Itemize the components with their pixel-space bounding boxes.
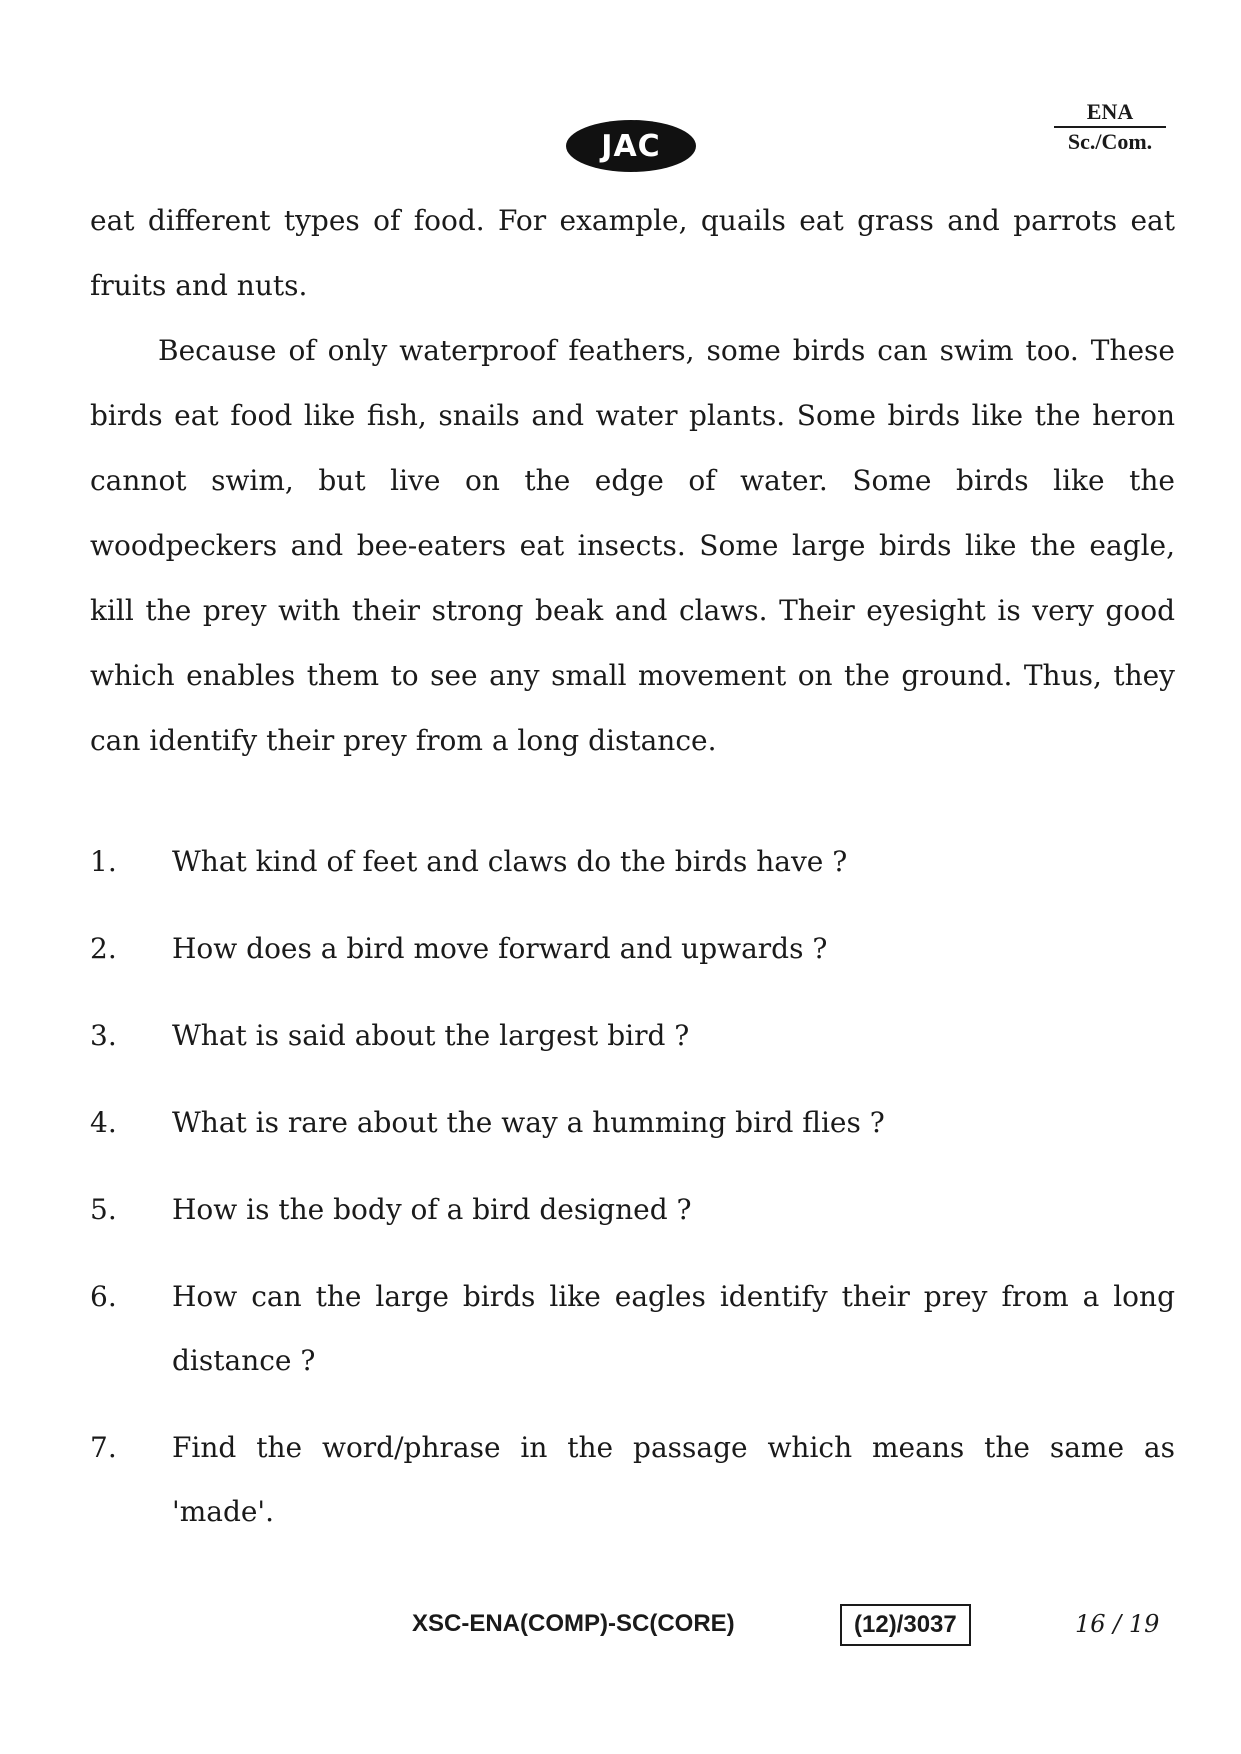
- question-item: [90, 917, 1175, 981]
- reading-passage: [90, 188, 1175, 773]
- jac-logo-text: JAC: [601, 128, 661, 164]
- question-text: What is said about the largest bird ?: [172, 1019, 690, 1052]
- question-number: 2.: [90, 932, 117, 965]
- question-text: Find the word/phrase in the passage which means the same as 'made'.: [172, 1431, 1175, 1528]
- paper-code: XSC-ENA(COMP)-SC(CORE): [412, 1610, 735, 1637]
- question-number: 1.: [90, 845, 117, 878]
- question-text: What is rare about the way a humming bird flies ?: [172, 1106, 885, 1139]
- passage-paragraph: Because of only waterproof feathers, some birds can swim too. These birds eat food like fish, snails and water plants. Some birds like the heron cannot swim, but live on the edge of water. Some birds like the woodpeckers and bee-eaters eat insects. Some large birds like the eagle, kill the prey with their strong beak and claws. Their eyesight is very good which enables them to see any small movement on the ground. Thus, they can identify their prey from a long distance.: [90, 334, 1175, 757]
- question-text: How does a bird move forward and upwards ?: [172, 932, 828, 965]
- question-number: 3.: [90, 1019, 117, 1052]
- question-list: [90, 830, 1175, 1567]
- subject-code-bottom: Sc./Com.: [1067, 129, 1153, 154]
- question-item: [90, 1091, 1175, 1155]
- subject-code-top: ENA: [1054, 100, 1166, 128]
- boxed-paper-code: (12)/3037: [840, 1604, 971, 1646]
- question-text: How can the large birds like eagles identify their prey from a long distance ?: [172, 1280, 1175, 1377]
- question-number: 6.: [90, 1280, 117, 1313]
- jac-logo: [566, 120, 696, 172]
- question-item: [90, 830, 1175, 894]
- passage-paragraph: eat different types of food. For example, quails eat grass and parrots eat fruits and nuts.: [90, 204, 1175, 302]
- page-number: 16 / 19: [1075, 1610, 1160, 1638]
- subject-code: [1040, 100, 1180, 156]
- question-item: [90, 1416, 1175, 1544]
- question-item: [90, 1004, 1175, 1068]
- question-number: 7.: [90, 1431, 117, 1464]
- question-text: What kind of feet and claws do the birds have ?: [172, 845, 848, 878]
- question-item: [90, 1265, 1175, 1393]
- question-item: [90, 1178, 1175, 1242]
- page-footer: [0, 1602, 1241, 1652]
- question-text: How is the body of a bird designed ?: [172, 1193, 692, 1226]
- question-number: 4.: [90, 1106, 117, 1139]
- question-number: 5.: [90, 1193, 117, 1226]
